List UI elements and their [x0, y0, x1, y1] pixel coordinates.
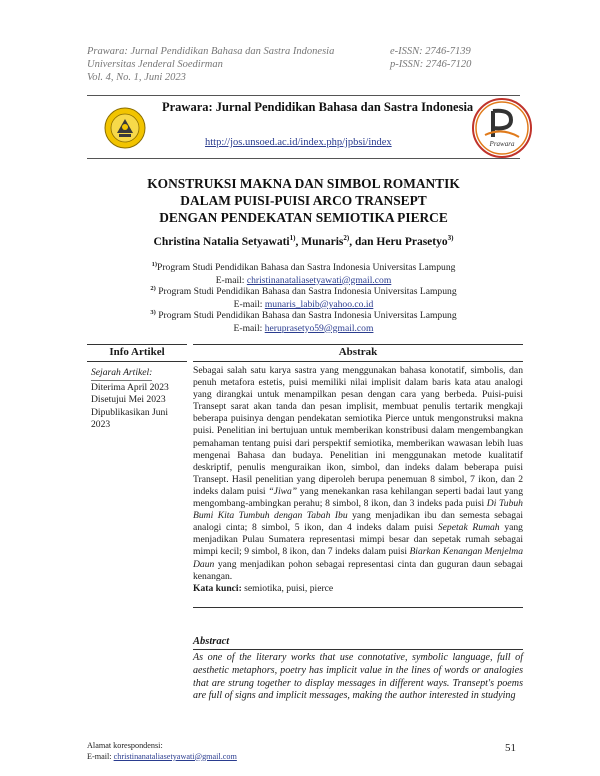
prawara-logo	[471, 97, 533, 159]
affiliation-3-sup: 3)	[150, 309, 156, 316]
author-3-sup: 3)	[447, 234, 454, 242]
abstract-column	[193, 344, 523, 608]
correspondence-label: Alamat korespondensi:	[87, 741, 163, 750]
author-list	[87, 234, 520, 248]
abstract-part-4: yang menjadikan Pulau Sumatera representasi mimpi besar dan sepetak rumah sebagai mimpi kecil; 9 simbol, 8 ikon, dan 7 indeks dalam puisi	[193, 522, 523, 558]
keywords-value: semiotika, puisi, pierce	[241, 582, 334, 594]
keywords-rule	[193, 607, 523, 608]
prawara-logo-text: Prawara	[489, 140, 515, 148]
english-abstract-text: As one of the literary works that use connotative, symbolic language, full of aesthetic metaphors, poetry has implicit value in the lines of words or analogies that are strung together to display messages in different ways. Transept's poems are full of signs and implicit messages, making the author interested in studying	[193, 652, 523, 702]
article-info-heading: Info Artikel	[87, 344, 187, 362]
abstract-text	[193, 362, 523, 583]
affiliation-1-sup: 1)	[151, 261, 157, 268]
author-sep-1: ,	[295, 235, 302, 248]
eissn-line: e-ISSN: 2746-7139	[390, 46, 471, 57]
abstract-part-5: yang menjadikan pohon sebagai representasi cinta dan guguran daun sebagai kenangan.	[193, 558, 523, 582]
affiliation-3-email-label: E-mail:	[233, 322, 265, 334]
author-1: Christina Natalia Setyawati	[153, 235, 290, 248]
correspondence-footnote	[87, 741, 237, 762]
author-2-sup: 2)	[343, 234, 350, 242]
keywords-label: Kata kunci:	[193, 582, 242, 594]
journal-name: Prawara: Jurnal Pendidikan Bahasa dan Sastra Indonesia	[162, 100, 474, 114]
approved-date: Disetujui Mei 2023	[91, 394, 166, 406]
affiliation-3	[87, 307, 520, 335]
journal-line: Prawara: Jurnal Pendidikan Bahasa dan Sastra Indonesia	[87, 46, 335, 57]
affiliation-2-email-label: E-mail:	[233, 298, 265, 310]
affiliation-3-email-link[interactable]: heruprasetyo59@gmail.com	[264, 322, 374, 334]
title-line-3: DENGAN PENDEKATAN SEMIOTIKA PIERCE	[159, 210, 448, 225]
english-abstract-heading: Abstract	[193, 636, 523, 650]
article-info-column	[87, 344, 187, 431]
affiliation-1-email-label: E-mail:	[215, 274, 247, 286]
university-logo	[103, 106, 147, 150]
running-head-right	[390, 45, 471, 71]
abstract-part-2: yang menekankan rasa kehilangan seperti badai laut yang mengombang-ambingkan perahu; 8 simbol, 8 ikon, dan 3 indeks pada puisi	[193, 485, 524, 510]
poem-title-biarkan-kenangan: Biarkan Kenangan Menjelma Daun	[193, 546, 523, 570]
author-sep-2: , dan	[349, 235, 377, 248]
poem-title-sepetak-rumah: Sepetak Rumah	[437, 522, 500, 534]
abstract-heading: Abstrak	[193, 344, 523, 362]
history-label: Sejarah Artikel:	[91, 367, 152, 381]
affiliation-2-email-link[interactable]: munaris_labib@yahoo.co.id	[264, 298, 374, 310]
poem-title-tubuh-bumi: Di Tubuh Bumi Kita Tumbuh dengan Tabah Ibu	[193, 498, 523, 522]
affiliation-2-institution: Program Studi Pendidikan Bahasa dan Sastra Indonesia Universitas Lampung	[158, 286, 457, 298]
affiliation-1-email-link[interactable]: christinanataliasetyawati@gmail.com	[246, 274, 392, 286]
abstract-part-1: Sebagai salah satu karya sastra yang menggunakan bahasa konotatif, simbolis, dan penuh metafora estetis, puisi memiliki nilai implisit dalam baris kata atau analogi yang dirangkai untuk menampilkan pesan dengan cara yang berbeda. Puisi-puisi Transept sarat akan tanda dan pesan implisit, membuat penulis tertarik mengkaji beberapa puisinya dengan pendekatan semiotika Pierce untuk mengonstruksi makna puisi. Penelitian ini bertujuan untuk memberikan konstribusi dalam mengembangkan pemahaman tentang puisi dari perspektif semiotika, memberikan wawasan lebih luas mengenai Bahasa dan budaya. Penelitian ini menggunakan metode kualitatif deskriptif, penulis menguraikan ikon, simbol, dan indeks dalam beberapa puisi Transept. Hasil penelitian yang diperoleh berupa penemuan 8 simbol, 7 ikon, dan 2 indeks dalam puisi	[193, 365, 523, 497]
affiliation-1-institution: Program Studi Pendidikan Bahasa dan Sastra Indonesia Universitas Lampung	[157, 262, 456, 274]
affiliation-2-sup: 2)	[150, 285, 156, 292]
published-date: Dipublikasikan Juni 2023	[91, 406, 169, 430]
author-1-sup: 1)	[289, 234, 296, 242]
poem-title-jiwa: “Jiwa”	[268, 485, 298, 497]
title-line-2: DALAM PUISI-PUISI ARCO TRANSEPT	[180, 193, 427, 208]
journal-url-link[interactable]: http://jos.unsoed.ac.id/index.php/jpbsi/index	[205, 137, 392, 148]
volume-line: Vol. 4, No. 1, Juni 2023	[87, 72, 186, 83]
title-line-1: KONSTRUKSI MAKNA DAN SIMBOL ROMANTIK	[147, 176, 460, 191]
pissn-line: p-ISSN: 2746-7120	[390, 59, 472, 70]
correspondence-email-label: E-mail:	[87, 751, 114, 761]
header-rule-top	[87, 95, 520, 96]
header-rule-bottom	[87, 158, 520, 159]
correspondence-email-link[interactable]: christinanataliasetyawati@gmail.com	[113, 751, 237, 761]
keywords	[193, 583, 523, 595]
author-2: Munaris	[301, 235, 344, 248]
article-title	[87, 175, 520, 226]
abstract-part-3: yang menjadikan ibu dan semesta sebagai analogi cinta; 8 simbol, 5 ikon, dan 4 indeks dalam puisi	[193, 510, 523, 534]
affiliation-3-institution: Program Studi Pendidikan Bahasa dan Sastra Indonesia Universitas Lampung	[158, 310, 457, 322]
university-line: Universitas Jenderal Soedirman	[87, 59, 223, 70]
running-head-left	[87, 45, 334, 84]
page-number: 51	[505, 742, 516, 754]
author-3: Heru Prasetyo	[376, 235, 448, 248]
received-date: Diterima April 2023	[91, 382, 169, 394]
article-info-body	[87, 362, 187, 431]
